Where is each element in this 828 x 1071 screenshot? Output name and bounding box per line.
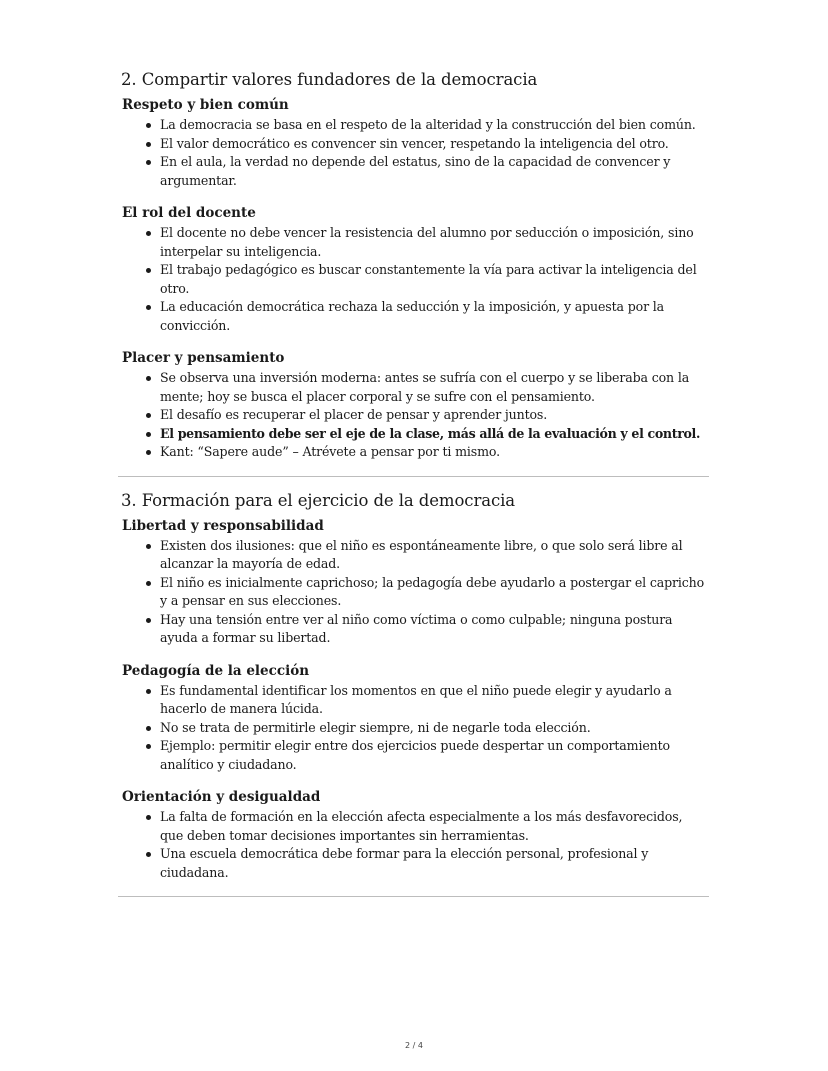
list-item: El desafío es recuperar el placer de pensar y aprender juntos.	[121, 406, 709, 425]
subsection-title: Respeto y bien común	[122, 97, 289, 113]
list-item-emphasis: El pensamiento debe ser el eje de la clase, más allá de la evaluación y el control.	[121, 425, 709, 444]
section-shared-values	[121, 70, 709, 462]
list-item: Una escuela democrática debe formar para la elección personal, profesional y ciudadana.	[121, 845, 709, 882]
list-item: Es fundamental identificar los momentos en que el niño puede elegir y ayudarlo a hacerlo de manera lúcida.	[121, 682, 709, 719]
subsection-title: El rol del docente	[122, 205, 256, 221]
document-page	[121, 70, 709, 911]
list-item: La falta de formación en la elección afecta especialmente a los más desfavorecidos, que deben tomar decisiones importantes sin herramientas.	[121, 808, 709, 845]
list-item: El niño es inicialmente caprichoso; la pedagogía debe ayudarlo a postergar el capricho y a pensar en sus elecciones.	[121, 574, 709, 611]
section-title: 2. Compartir valores fundadores de la democracia	[121, 70, 538, 89]
list-item: Ejemplo: permitir elegir entre dos ejercicios puede despertar un comportamiento analítico y ciudadano.	[121, 737, 709, 774]
subsection-title: Placer y pensamiento	[122, 350, 285, 366]
subsection-title: Orientación y desigualdad	[122, 789, 321, 805]
section-divider	[118, 476, 709, 477]
list-item: Se observa una inversión moderna: antes se sufría con el cuerpo y se liberaba con la mente; hoy se busca el placer corporal y se sufre con el pensamiento.	[121, 369, 709, 406]
list-item: No se trata de permitirle elegir siempre, ni de negarle toda elección.	[121, 719, 709, 738]
list-item: Hay una tensión entre ver al niño como víctima o como culpable; ninguna postura ayuda a formar su libertad.	[121, 611, 709, 648]
bullet-list	[121, 808, 709, 882]
list-item: En el aula, la verdad no depende del estatus, sino de la capacidad de convencer y argumentar.	[121, 153, 709, 190]
list-item: Kant: “Sapere aude” – Atrévete a pensar por ti mismo.	[121, 443, 709, 462]
subsection-title: Libertad y responsabilidad	[122, 517, 324, 534]
bullet-list	[121, 369, 709, 462]
list-item: La democracia se basa en el respeto de la alteridad y la construcción del bien común.	[121, 116, 709, 135]
section-divider	[118, 896, 709, 897]
section-democratic-training	[121, 491, 709, 883]
bullet-list	[121, 682, 709, 775]
list-item: La educación democrática rechaza la seducción y la imposición, y apuesta por la convicción.	[121, 298, 709, 335]
list-item: El docente no debe vencer la resistencia del alumno por seducción o imposición, sino interpelar su inteligencia.	[121, 224, 709, 261]
subsection-title: Pedagogía de la elección	[122, 662, 310, 679]
list-item: El valor democrático es convencer sin vencer, respetando la inteligencia del otro.	[121, 135, 709, 154]
bullet-list	[121, 116, 709, 190]
bullet-list	[121, 537, 709, 648]
section-title: 3. Formación para el ejercicio de la democracia	[121, 490, 516, 510]
page-number: 2 / 4	[405, 1041, 423, 1050]
list-item: Existen dos ilusiones: que el niño es espontáneamente libre, o que solo será libre al alcanzar la mayoría de edad.	[121, 537, 709, 574]
list-item: El trabajo pedagógico es buscar constantemente la vía para activar la inteligencia del otro.	[121, 261, 709, 298]
bullet-list	[121, 224, 709, 335]
